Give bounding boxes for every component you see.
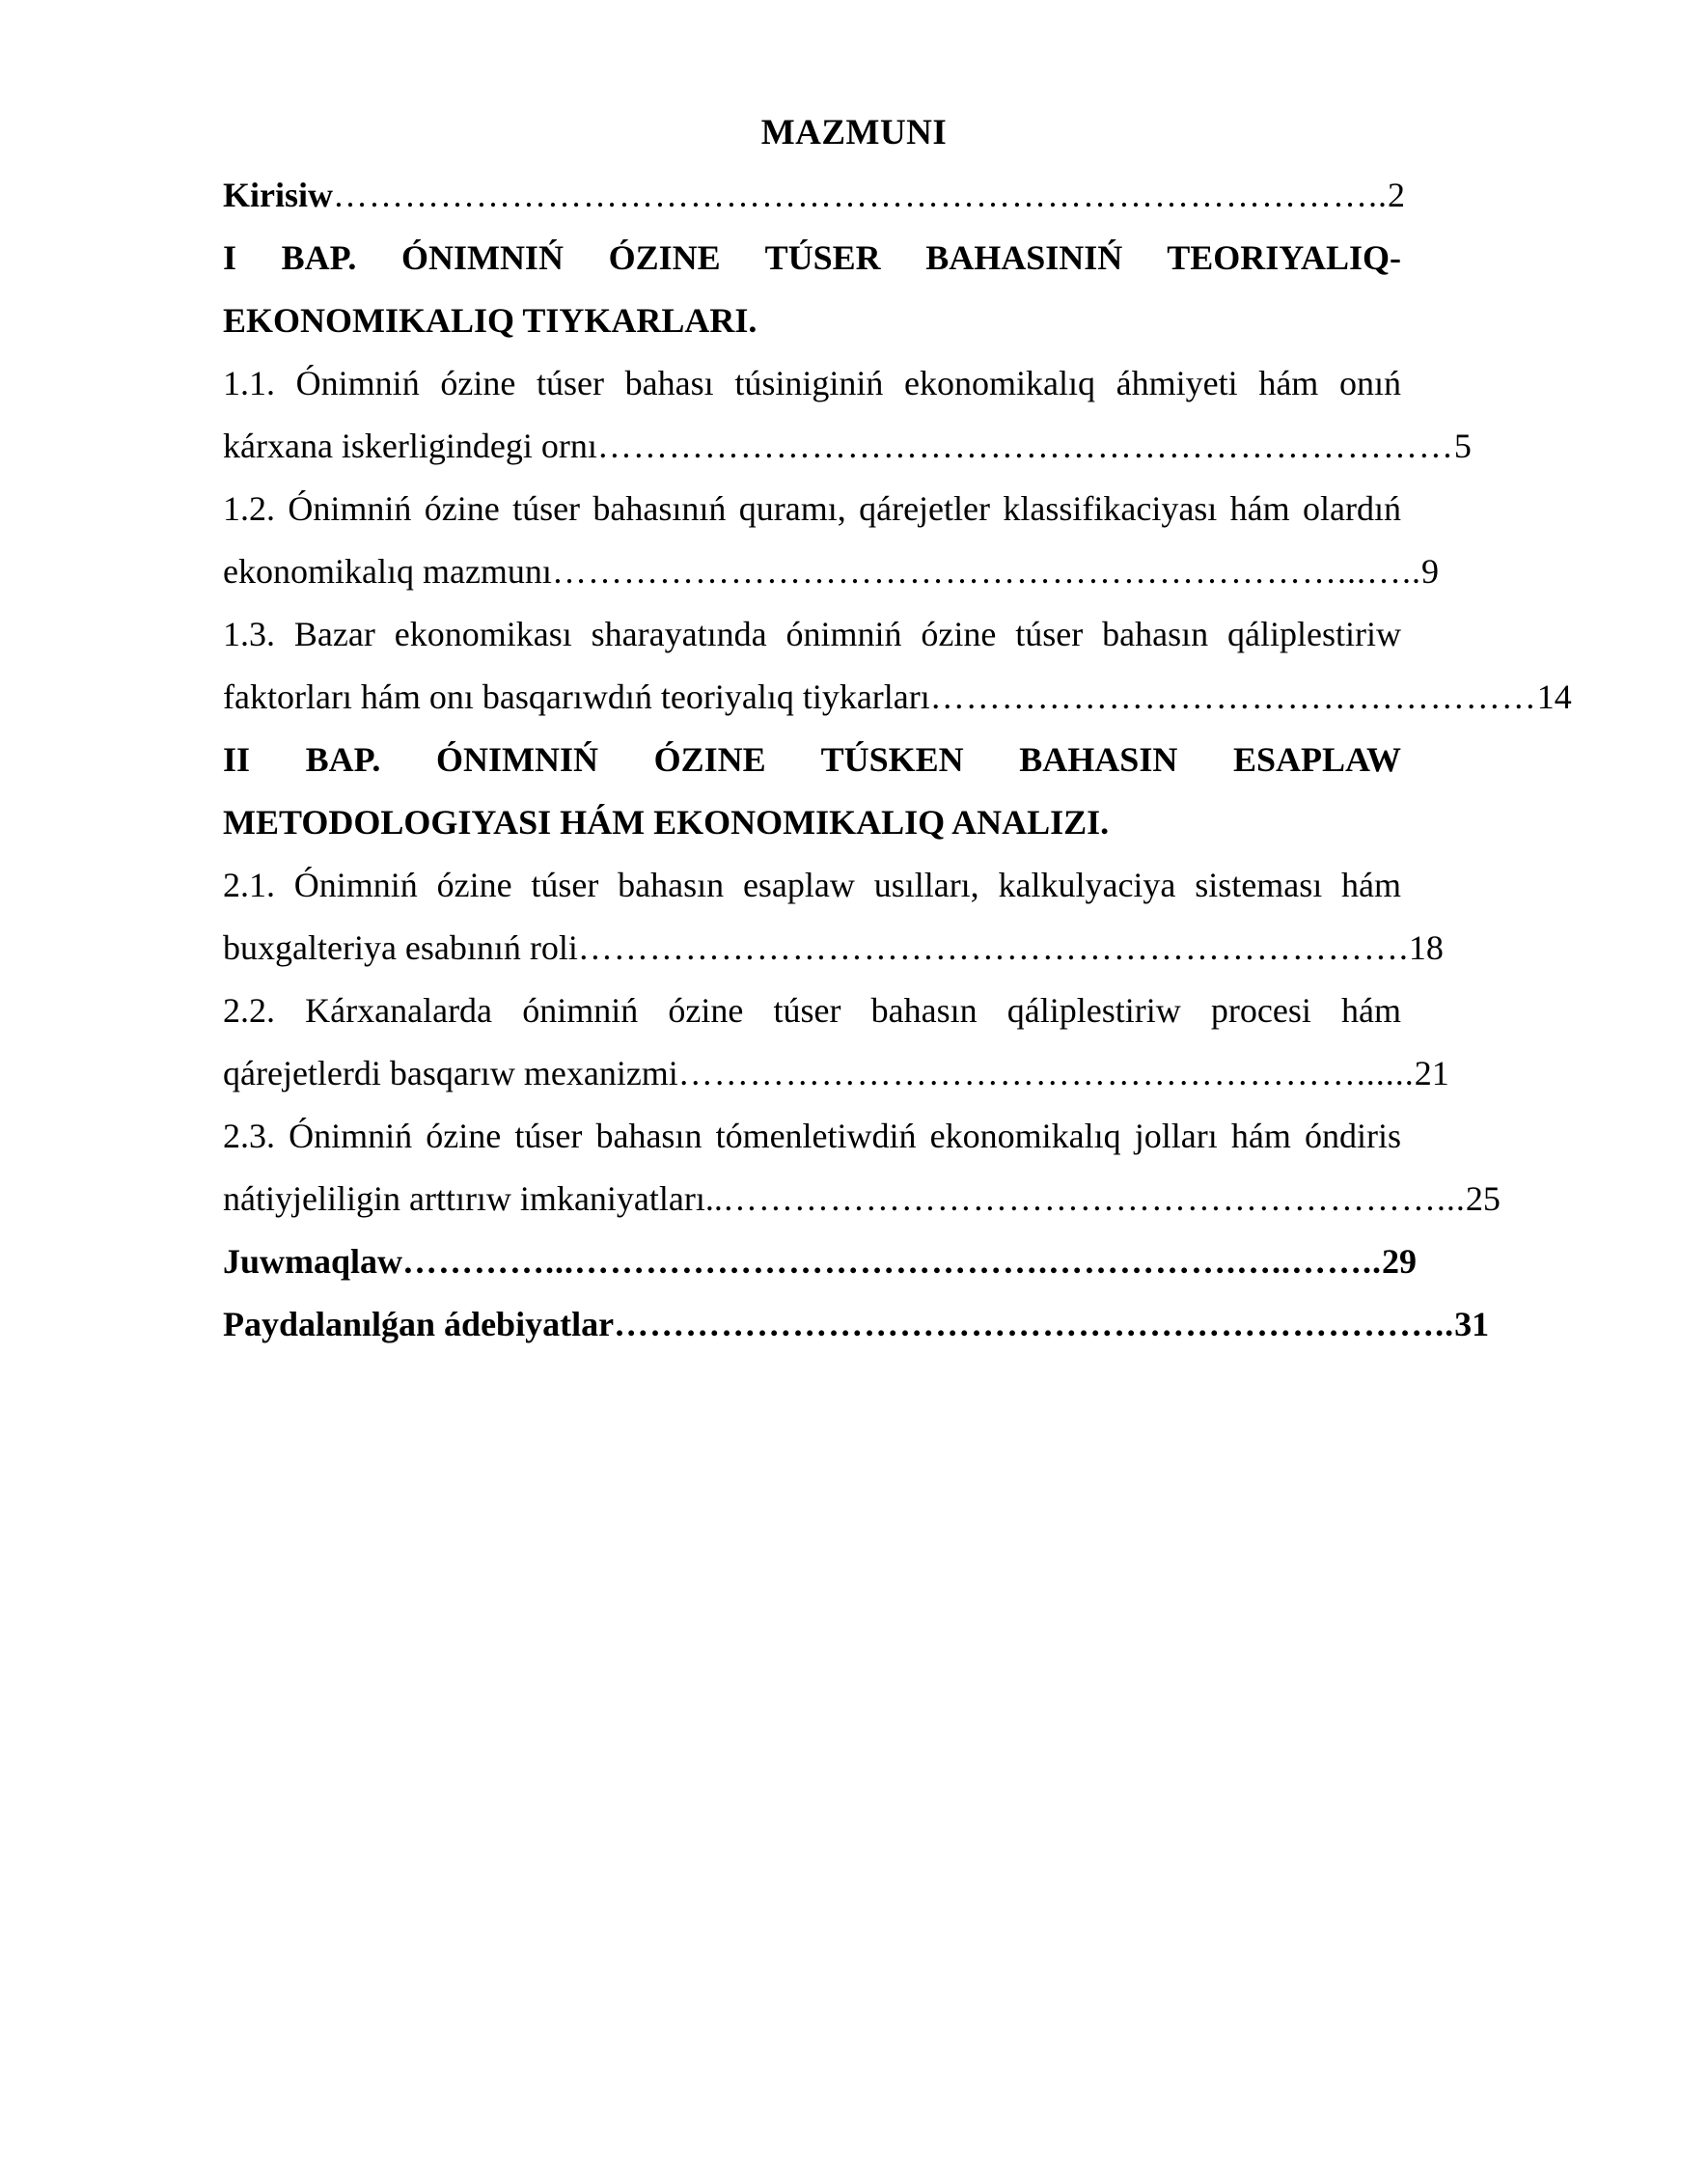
toc-section-2-3-line-1: 2.3. Ónimniń ózine túser bahasın tómenletiwdiń ekonomikalıq jolları hám óndiris xyxy=(223,1117,1401,1155)
toc-leader: ……………………………………………………………… xyxy=(596,427,1454,465)
toc-entry-conclusion xyxy=(223,1230,1418,1293)
toc-page-number: 21 xyxy=(1414,1054,1449,1092)
toc-leader: …………...………………………………….…………….…..…….. xyxy=(402,1242,1383,1281)
toc-section-1-2-line-2 xyxy=(223,539,1439,603)
toc-section-2-2-line-2 xyxy=(223,1041,1449,1105)
toc-section-2-3-line-2 xyxy=(223,1167,1501,1230)
toc-leader: …………………………………………………………….. xyxy=(614,1305,1455,1343)
toc-entry-label: qárejetlerdi basqarıw mexanizmi xyxy=(223,1054,678,1092)
toc-entry-label: kárxana iskerligindegi ornı xyxy=(223,427,597,465)
toc-entry-label: buxgalteriya esabınıń roli xyxy=(223,928,578,967)
toc-chapter-1-line-1: I BAP. ÓNIMNIŃ ÓZINE TÚSER BAHASINIŃ TEORIYALIQ- xyxy=(223,238,1401,277)
toc-section-2-1-line-2 xyxy=(223,916,1444,980)
page-title: MAZMUNI xyxy=(760,113,948,152)
toc-chapter-2-line-2: METODOLOGIYASI HÁM EKONOMIKALIQ ANALIZI. xyxy=(223,803,1110,842)
toc-page-number: 31 xyxy=(1454,1305,1490,1343)
toc-leader: …………………………………………………………...….. xyxy=(551,552,1421,591)
toc-entry-label: Paydalanılǵan ádebiyatlar xyxy=(223,1305,615,1343)
toc-leader: ……………………………………………………………. xyxy=(577,928,1409,967)
toc-page-number: 9 xyxy=(1420,552,1439,591)
toc-entry-label: ekonomikalıq mazmunı xyxy=(223,552,552,591)
toc-section-1-1-line-1: 1.1. Ónimniń ózine túser bahası túsiniginiń ekonomikalıq áhmiyeti hám onıń xyxy=(223,364,1401,402)
toc-leader: …………………………………………………...... xyxy=(677,1054,1415,1092)
toc-page-number: 5 xyxy=(1453,427,1472,465)
toc-section-2-2-line-1: 2.2. Kárxanalarda ónimniń ózine túser bahasın qáliplestiriw procesi hám xyxy=(223,991,1401,1030)
toc-section-2-1-line-1: 2.1. Ónimniń ózine túser bahasın esaplaw usılları, kalkulyaciya sisteması hám xyxy=(223,866,1401,904)
toc-entry-label: faktorları hám onı basqarıwdıń teoriyalıq tiykarları xyxy=(223,677,930,716)
toc-section-1-1-line-2 xyxy=(223,414,1472,478)
toc-chapter-1-line-2: EKONOMIKALIQ TIYKARLARI. xyxy=(223,301,758,340)
toc-page-number: 2 xyxy=(1388,176,1405,214)
toc-chapter-2-line-1: II BAP. ÓNIMNIŃ ÓZINE TÚSKEN BAHASIN ESAPLAW xyxy=(223,740,1401,779)
toc-section-1-2-line-1: 1.2. Ónimniń ózine túser bahasınıń quramı, qárejetler klassifikaciyası hám olardıń xyxy=(223,489,1401,528)
toc-leader: ……………………………………………………... xyxy=(722,1179,1466,1218)
toc-page-number: 14 xyxy=(1536,677,1572,716)
toc-entry-references xyxy=(223,1292,1490,1356)
toc-leader: …………………………………………………………………………….. xyxy=(333,176,1388,214)
toc-page-number: 29 xyxy=(1382,1242,1418,1281)
toc-entry-label: Kirisiw xyxy=(223,176,333,214)
toc-leader: …………………………………………… xyxy=(929,677,1537,716)
toc-entry-label: Juwmaqlaw xyxy=(223,1242,403,1281)
toc-entry-label: nátiyjeliligin arttırıw imkaniyatları.. xyxy=(223,1179,723,1218)
toc-page-number: 25 xyxy=(1465,1179,1501,1218)
toc-section-1-3-line-2 xyxy=(223,665,1572,729)
toc-entry-intro xyxy=(223,163,1405,227)
toc-page-number: 18 xyxy=(1408,928,1444,967)
toc-section-1-3-line-1: 1.3. Bazar ekonomikası sharayatında ónimniń ózine túser bahasın qáliplestiriw xyxy=(223,615,1401,653)
